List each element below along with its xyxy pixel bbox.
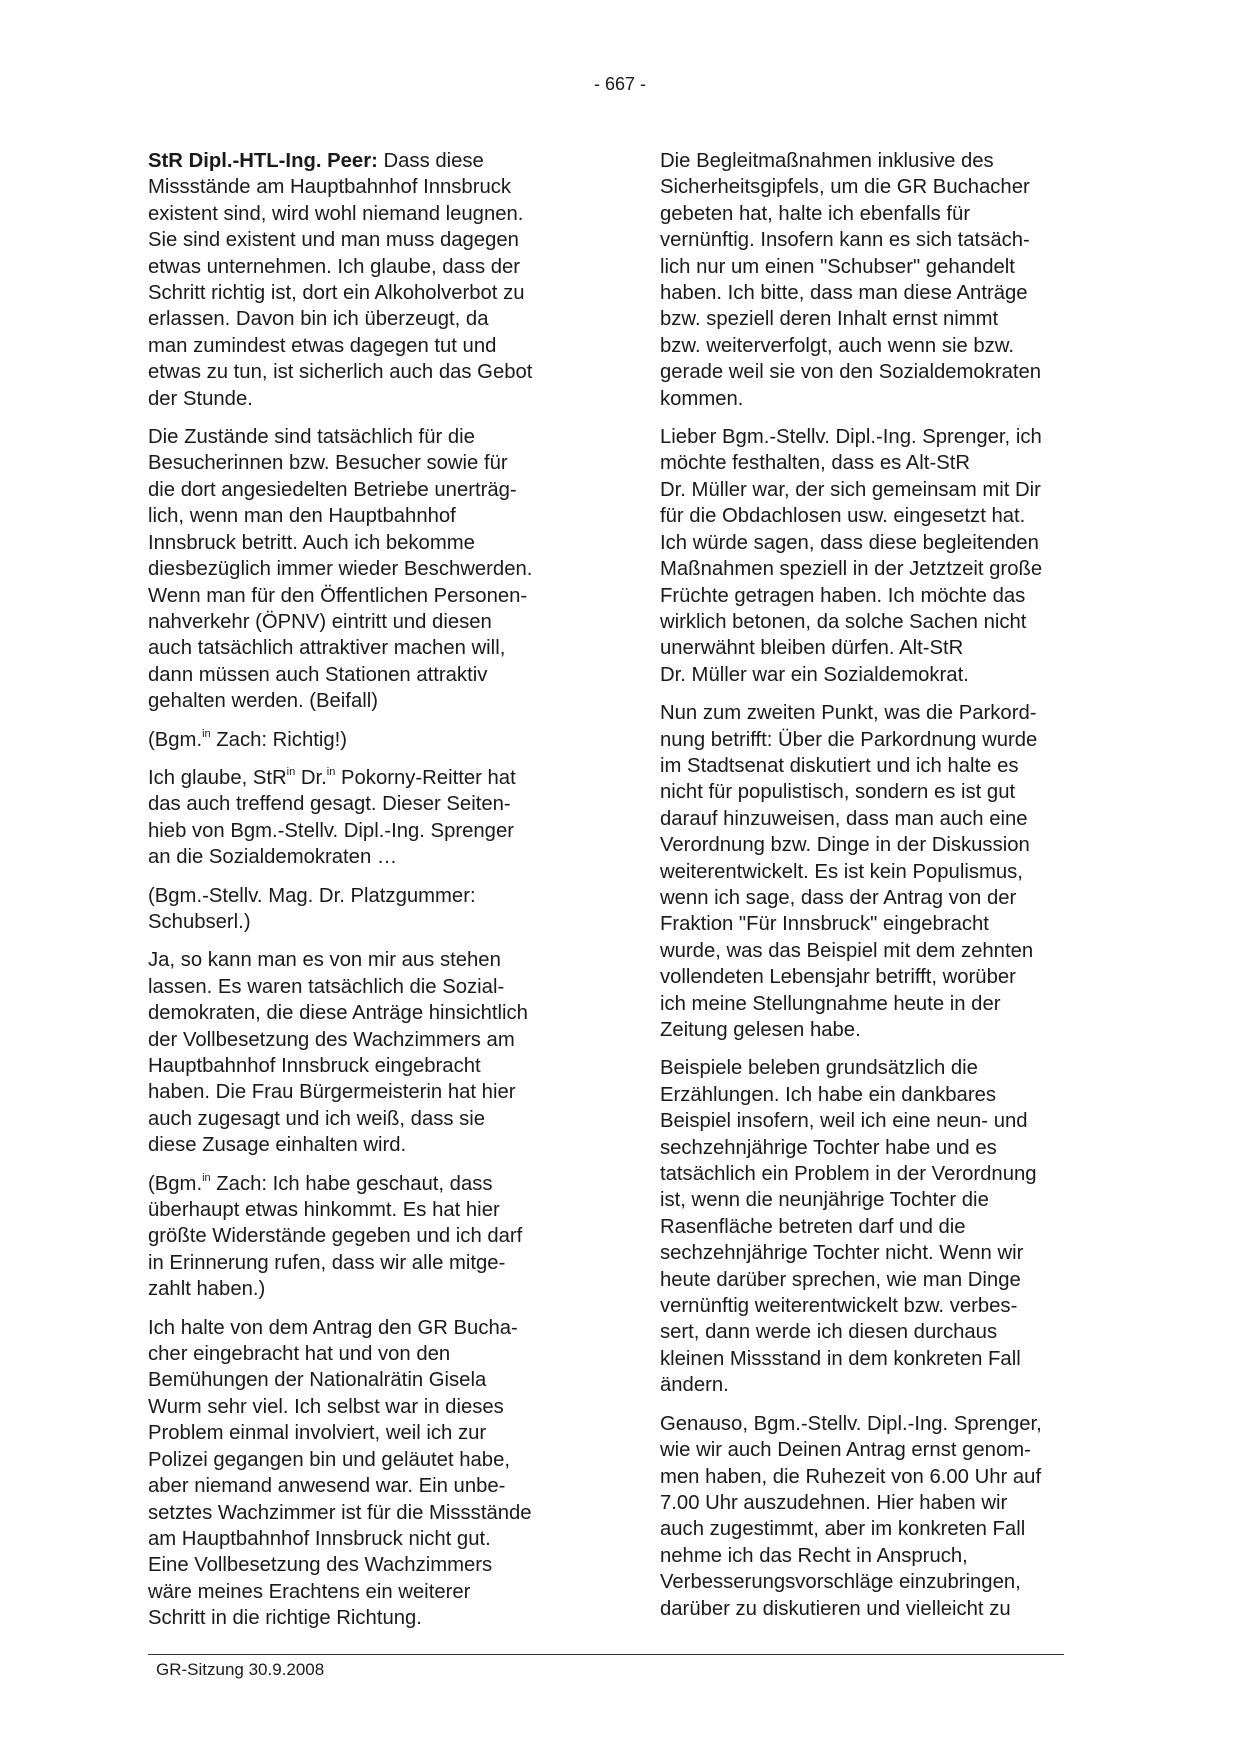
right-column: [660, 148, 1102, 1634]
text-line: man zumindest etwas dagegen tut und: [148, 334, 497, 357]
text-line: sert, dann werde ich diesen durchaus: [660, 1321, 998, 1344]
text-line: die dort angesiedelten Betriebe unerträg-: [148, 478, 517, 501]
text-line: nung betrifft: Über die Parkordnung wurde: [660, 728, 1038, 751]
text-line: kommen.: [660, 387, 744, 410]
text-line: lassen. Es waren tatsächlich die Sozial-: [148, 975, 505, 998]
text-line: diese Zusage einhalten wird.: [148, 1134, 407, 1157]
text-line: Maßnahmen speziell in der Jetztzeit große: [660, 558, 1043, 581]
text-line: Ich glaube, StR$^{in}$ Dr.$^{in}$ Pokorny-Reitter hat: [148, 766, 516, 789]
text-line: kleinen Missstand in dem konkreten Fall: [660, 1347, 1021, 1370]
text-line: Dr. Müller war ein Sozialdemokrat.: [660, 663, 969, 686]
text-line: der Vollbesetzung des Wachzimmers am: [148, 1028, 515, 1051]
text-line: 7.00 Uhr auszudehnen. Hier haben wir: [660, 1491, 1008, 1514]
text-line: möchte festhalten, dass es Alt-StR: [660, 452, 971, 475]
text-line: Ich halte von dem Antrag den GR Bucha-: [148, 1316, 518, 1339]
text-line: Verordnung bzw. Dinge in der Diskussion: [660, 834, 1030, 857]
text-line: Eine Vollbesetzung des Wachzimmers: [148, 1554, 493, 1577]
text-line: Wenn man für den Öffentlichen Personen-: [148, 584, 528, 607]
text-line: auch zugestimmt, aber im konkreten Fall: [660, 1518, 1026, 1541]
text-line: Sie sind existent und man muss dagegen: [148, 229, 519, 252]
text-line: demokraten, die diese Anträge hinsichtlich: [148, 1002, 528, 1025]
text-line: Nun zum zweiten Punkt, was die Parkord-: [660, 702, 1037, 725]
page-number: - 667 -: [593, 74, 647, 94]
text-line: Genauso, Bgm.-Stellv. Dipl.-Ing. Sprenger,: [660, 1412, 1042, 1435]
text-line: zahlt haben.): [148, 1278, 266, 1301]
text-line: für die Obdachlosen usw. eingesetzt hat.: [660, 505, 1026, 528]
text-line: bzw. weiterverfolgt, auch wenn sie bzw.: [660, 334, 1014, 357]
paragraph-interjection-zach: [148, 727, 590, 753]
text-line: Besucherinnen bzw. Besucher sowie für: [148, 452, 508, 475]
text-line: Problem einmal involviert, weil ich zur: [148, 1422, 487, 1445]
text-line: an die Sozialdemokraten …: [148, 846, 398, 869]
text-line: darüber zu diskutieren und vielleicht zu: [660, 1597, 1011, 1620]
paragraph-pokorny: [148, 765, 590, 871]
text-line: heute darüber sprechen, wie man Dinge: [660, 1268, 1021, 1291]
text-line: Wurm sehr viel. Ich selbst war in dieses: [148, 1395, 504, 1418]
paragraph-interjection-zach-2: [148, 1171, 590, 1303]
text-line: Fraktion "Für Innsbruck" eingebracht: [660, 913, 989, 936]
text-line: Die Begleitmaßnahmen inklusive des: [660, 150, 994, 172]
text-line: (Bgm.-Stellv. Mag. Dr. Platzgummer:: [148, 884, 476, 907]
text-line: Schritt in die richtige Richtung.: [148, 1607, 422, 1630]
footer-session-date: GR-Sitzung 30.9.2008: [156, 1660, 325, 1679]
text-line: Sicherheitsgipfels, um die GR Buchacher: [660, 176, 1030, 199]
paragraph-zustaende: [148, 424, 590, 714]
paragraph-sozialdemokraten: [148, 947, 590, 1158]
text-line: Lieber Bgm.-Stellv. Dipl.-Ing. Sprenger, ich: [660, 426, 1042, 449]
text-line: vernünftig. Insofern kann es sich tatsäch-: [660, 229, 1030, 252]
text-line: nahverkehr (ÖPNV) eintritt und diesen: [148, 610, 492, 633]
paragraph-parkordnung: [660, 700, 1102, 1043]
text-line: Ich würde sagen, dass diese begleitenden: [660, 531, 1039, 554]
speaker-name: StR Dipl.-HTL-Ing. Peer:: [148, 150, 378, 172]
text-line: Missstände am Hauptbahnhof Innsbruck: [148, 176, 512, 199]
text-line: Früchte getragen haben. Ich möchte das: [660, 584, 1026, 607]
text-line: ich meine Stellungnahme heute in der: [660, 992, 1001, 1015]
text-line: Beispiel insofern, weil ich eine neun- und: [660, 1110, 1028, 1133]
text-line: unerwähnt bleiben dürfen. Alt-StR: [660, 637, 964, 660]
text-line: ist, wenn die neunjährige Tochter die: [660, 1189, 989, 1212]
text-line: im Stadtsenat diskutiert und ich halte es: [660, 754, 1019, 777]
text-line: etwas zu tun, ist sicherlich auch das Gebot: [148, 361, 533, 384]
text-line: Die Zustände sind tatsächlich für die: [148, 426, 475, 449]
text-line: der Stunde.: [148, 387, 253, 410]
text-line: StR Dipl.-HTL-Ing. Peer: Dass diese: [148, 150, 484, 172]
text-line: (Bgm.$^{in}$ Zach: Ich habe geschaut, dass: [148, 1171, 493, 1195]
text-line: darauf hinzuweisen, dass man auch eine: [660, 807, 1028, 830]
paragraph-antrag-buchacher: [148, 1315, 590, 1632]
text-line: ändern.: [660, 1374, 729, 1397]
text-line: lich nur um einen "Schubser" gehandelt: [660, 255, 1015, 278]
text-line: Beispiele beleben grundsätzlich die: [660, 1057, 978, 1080]
text-line: setztes Wachzimmer ist für die Missstände: [148, 1501, 532, 1524]
text-line: das auch treffend gesagt. Dieser Seiten-: [148, 793, 511, 816]
text-line: hieb von Bgm.-Stellv. Dipl.-Ing. Sprenger: [148, 819, 514, 842]
text-line: bzw. speziell deren Inhalt ernst nimmt: [660, 308, 999, 331]
text-line: Rasenfläche betreten darf und die: [660, 1215, 966, 1238]
text-line: lich, wenn man den Hauptbahnhof: [148, 505, 456, 528]
paragraph-beispiele: [660, 1055, 1102, 1398]
text-line: sechzehnjährige Tochter habe und es: [660, 1136, 997, 1159]
text-line: erlassen. Davon bin ich überzeugt, da: [148, 308, 489, 331]
text-line: Schubserl.): [148, 910, 251, 933]
text-line: Bemühungen der Nationalrätin Gisela: [148, 1369, 487, 1392]
paragraph-peer-intro: [148, 148, 590, 412]
text-line: Zeitung gelesen habe.: [660, 1019, 861, 1041]
paragraph-ruhezeit: [660, 1411, 1102, 1622]
text-line: Erzählungen. Ich habe ein dankbares: [660, 1083, 997, 1106]
text-line: nicht für populistisch, sondern es ist gut: [660, 781, 1016, 804]
text-line: vernünftig weiterentwickelt bzw. verbes-: [660, 1295, 1018, 1318]
text-line: Schritt richtig ist, dort ein Alkoholverbot zu: [148, 282, 525, 305]
text-line: auch zugesagt und ich weiß, dass sie: [148, 1107, 486, 1130]
text-line: Polizei gegangen bin und geläutet habe,: [148, 1448, 510, 1471]
paragraph-interjection-platzgummer: [148, 883, 590, 936]
text-line: wie wir auch Deinen Antrag ernst genom-: [660, 1439, 1031, 1462]
text-line: gehalten werden. (Beifall): [148, 690, 378, 713]
text-line: dann müssen auch Stationen attraktiv: [148, 663, 488, 686]
paragraph-begleitmassnahmen: [660, 148, 1102, 412]
text-line: gerade weil sie von den Sozialdemokraten: [660, 361, 1042, 384]
text-line: auch tatsächlich attraktiver machen will,: [148, 637, 506, 660]
paragraph-alt-str-mueller: [660, 424, 1102, 688]
text-line: vollendeten Lebensjahr betrifft, worüber: [660, 966, 1016, 989]
text-line: wenn ich sage, dass der Antrag von der: [660, 886, 1017, 909]
text-line: Innsbruck betritt. Auch ich bekomme: [148, 531, 475, 554]
text-line: Hauptbahnhof Innsbruck eingebracht: [148, 1055, 481, 1077]
text-line: Ja, so kann man es von mir aus stehen: [148, 949, 501, 972]
text-line: gebeten hat, halte ich ebenfalls für: [660, 202, 971, 225]
text-line: nehme ich das Recht in Anspruch,: [660, 1544, 968, 1567]
text-line: in Erinnerung rufen, dass wir alle mitge-: [148, 1251, 506, 1274]
text-line: (Bgm.$^{in}$ Zach: Richtig!): [148, 727, 348, 751]
footer-divider: [148, 1654, 1064, 1655]
text-line: wirklich betonen, da solche Sachen nicht: [660, 610, 1027, 633]
text-line: überhaupt etwas hinkommt. Es hat hier: [148, 1199, 500, 1222]
text-line: haben. Ich bitte, dass man diese Anträge: [660, 282, 1028, 305]
text-line: am Hauptbahnhof Innsbruck nicht gut.: [148, 1527, 491, 1550]
text-line: weiterentwickelt. Es ist kein Populismus,: [660, 860, 1023, 883]
text-line: diesbezüglich immer wieder Beschwerden.: [148, 558, 533, 581]
text-line: aber niemand anwesend war. Ein unbe-: [148, 1475, 506, 1498]
text-line: tatsächlich ein Problem in der Verordnung: [660, 1163, 1037, 1186]
text-line: größte Widerstände gegeben und ich darf: [148, 1225, 523, 1248]
text-line: etwas unternehmen. Ich glaube, dass der: [148, 255, 521, 278]
text-line: wäre meines Erachtens ein weiterer: [148, 1580, 471, 1603]
left-column: [148, 148, 590, 1644]
text-line: haben. Die Frau Bürgermeisterin hat hier: [148, 1081, 516, 1104]
text-line: men haben, die Ruhezeit von 6.00 Uhr auf: [660, 1465, 1042, 1488]
text-line: wurde, was das Beispiel mit dem zehnten: [660, 939, 1034, 962]
text-line: sechzehnjährige Tochter nicht. Wenn wir: [660, 1242, 1024, 1265]
text-line: cher eingebracht hat und von den: [148, 1343, 451, 1366]
text-line: Dr. Müller war, der sich gemeinsam mit Dir: [660, 478, 1041, 501]
text-line: existent sind, wird wohl niemand leugnen.: [148, 202, 524, 225]
text-line: Verbesserungsvorschläge einzubringen,: [660, 1571, 1021, 1594]
